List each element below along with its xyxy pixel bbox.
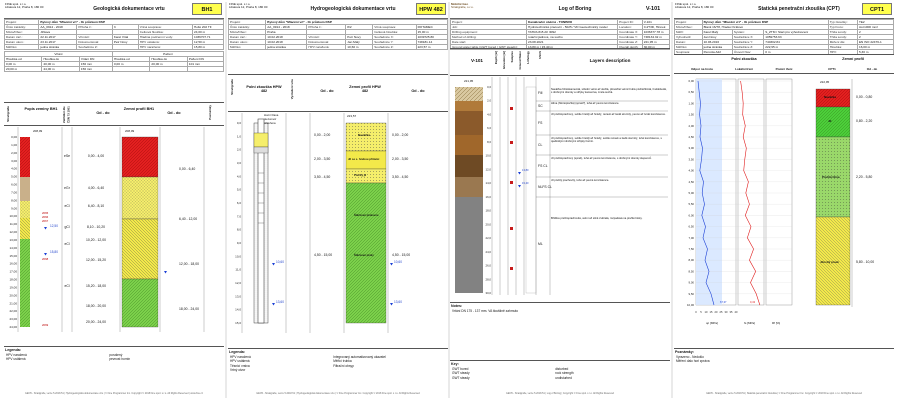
rf-panel xyxy=(766,79,792,305)
project-info-table: Projekt: Bytový dům "Mlacění vrt" - IG průzkum DSP Typ zkoušky: TE2 Místo/Obec: Blank 16/78, Hradec Králové Typ hrotu: Acc1000 mm² Měřil: Karel Malý Systém: S_ZTM / Start pro vyhodnocení Třída sondy: 2 Vyhodnotil: Jan Novy Souřadnice X: 1059753.63 Třída sondy: 2 Datum: 10.06.2016 Souřadnice Y: 740302.84 Měření dle: EN ISO 22476-1 Měřítko: jedna stránka Souřadnice Z: 222,95 m Hloubka: 16,00 m Souprava: Pencola A22 Úroveň hlav: 0 m HPV: 5,30 m xyxy=(674,18,894,55)
water-level-label: 12,50 xyxy=(50,224,58,228)
notes: Poznámky: Vyrazeno - Nedošlo Měření dalo hori zpráva xyxy=(674,348,894,364)
depth-tick-label: 1,0 xyxy=(236,134,241,139)
depth-tick-label: 18,00 xyxy=(9,277,17,282)
layer-description: Jíl písčitý prachovitý, tuhé až pevné konzistence. xyxy=(551,179,610,182)
depth-tick-label: 6,50 xyxy=(688,224,694,229)
company-address: FINE spol. s r.o. Libalova 12, Praha 8, 180 00 xyxy=(5,2,44,10)
depth-tick-label: 28,0 xyxy=(485,277,491,282)
soil-class-label: eSe xyxy=(63,154,71,158)
qc-axis-tick: 25 xyxy=(719,311,723,314)
layer-description: Jíl písčitoprachový, světle hnědý až hnědý, rezavě až šedě skvrnitý, pevné až tvrdé konzistence. xyxy=(551,113,666,116)
lithology-layer xyxy=(455,87,483,101)
report-page-v101 xyxy=(450,2,670,396)
interval-label: 20,00 - 24,00 xyxy=(86,320,106,324)
notes: Notes: Vrtání DN 175 - 137 mm. VA tlouštině zahrnuto xyxy=(450,302,670,318)
depth-tick-label: 16,00 xyxy=(9,261,17,266)
depth-tick-label: 3,50 xyxy=(688,157,694,162)
depth-tick-label: 18,0 xyxy=(485,208,491,213)
footer-copyright: GEO5 - Stratigrafie, verze 5.2018.51 | Hydrogeologická dokumentace vrtu | © Fine Programmer Inc. Copyright © 2018 Fine spol. s r.o. All Rights Reserved | www.fine.cz xyxy=(25,392,203,395)
depth-tick-label: 13,00 xyxy=(9,237,17,242)
borehole-badge: V-101 xyxy=(638,3,668,15)
soil-class-label: eCl xyxy=(64,242,70,246)
lithology-layer xyxy=(455,101,483,111)
depth-tick-label: 12,0 xyxy=(235,281,241,285)
footer-copyright: GEO5 - Stratigrafie, verze 5.2018.51 | Hydrogeologická dokumentace vrtu | © Fine Programmer Inc. Copyright © 2018 Fine spol. s r.o. All Rights Reserved xyxy=(256,392,420,395)
soil-layer xyxy=(20,218,30,239)
depth-tick-label: 2,0 xyxy=(236,147,241,152)
depth-tick-label: 2,0 xyxy=(487,98,491,103)
depth-tick-label: 15,0 xyxy=(235,321,241,325)
depth-tick-label: 26,0 xyxy=(485,263,491,268)
layer-description: Jíl písčitoprachový, světle hnědý až hnědý, světle rezavě a šedě skvrnitý, tuhé konzistence, s ojedinělými drobnými střípky hornin. xyxy=(551,137,662,144)
depth-tick-label: 14,00 xyxy=(9,245,17,250)
column-headers: V-101 Depth [m] Elevation [m] Samples Ground Water Lithology USCS Layers description xyxy=(450,48,670,76)
page-header xyxy=(674,2,894,18)
profile-layer xyxy=(346,123,386,151)
casing-note: Horní hlava piezometr uzavřena xyxy=(264,113,279,125)
soil-layer xyxy=(20,201,30,218)
qc-axis-tick: 40 xyxy=(734,311,738,314)
depth-tick-label: 6,0 xyxy=(236,201,241,205)
page-title: Geologická dokumentace vrtu xyxy=(93,6,165,12)
borehole-badge: BH1 xyxy=(192,3,222,15)
depth-tick-label: 30,0 xyxy=(485,291,491,295)
lithology-layer xyxy=(455,155,483,177)
ground-level-label: 208,09 xyxy=(33,129,43,133)
depth-tick-label: 1,50 xyxy=(688,112,694,117)
fs-panel xyxy=(738,79,764,305)
depth-tick-label: 0,0 xyxy=(487,85,491,89)
depth-tick-label: 8,00 xyxy=(688,258,694,263)
depth-tick-label: 2,00 xyxy=(11,150,17,155)
borehole-badge: HPW 482 xyxy=(416,3,446,15)
depth-tick-label: 4,0 xyxy=(487,112,491,117)
depth-tick-label: 6,00 xyxy=(11,182,17,187)
interval-label: 8,10 - 10,20 xyxy=(86,225,106,229)
depth-tick-label: 24,00 xyxy=(9,325,17,329)
depth-tick-label: 4,00 xyxy=(688,168,694,173)
depth-tick-label: 12,00 xyxy=(9,230,17,234)
lithology-layer xyxy=(455,111,483,135)
company-address: FINE spol. s r.o. Libalova 12, Praha 8, 180 00 xyxy=(675,2,714,10)
depth-tick-label: 9,0 xyxy=(236,241,241,245)
depth-tick-label: 5,00 xyxy=(688,191,694,195)
page-header xyxy=(4,2,224,18)
legend: Legenda: HPV naražená porušený HPV ustálená pevnost hornin xyxy=(4,346,224,362)
depth-tick-label: 3,0 xyxy=(236,161,241,165)
depth-tick-label: 8,50 xyxy=(688,269,694,274)
company-logo: Mobilní Geo Stratigrafie, s.r.o. xyxy=(451,2,474,10)
layer-description: Hlína (hlinitopísčitá) (spraš?), tuhá až pevné konzistence. xyxy=(551,102,620,105)
depth-tick-label: 16,0 xyxy=(485,194,491,199)
legend: Legenda: HPV naražená Integrovaný automatizovaný ukazatel HPV ustálená Měřicí trubka Těsnicí vrstva Filtrační obsyp Vrtný otvor xyxy=(228,348,448,373)
page-title: Log of Boring xyxy=(558,6,592,12)
report-page-cpt1 xyxy=(674,2,894,396)
depth-tick-label: 24,0 xyxy=(485,249,491,254)
depth-tick-label: 11,0 xyxy=(235,267,241,272)
qc-axis-tick: 35 xyxy=(729,311,733,314)
layer-description: Jíl písčitoprachový (spraš), tuhé až pevné konzistence, s drobnými úlomky slepenců. xyxy=(551,157,652,160)
depth-tick-label: 14,0 xyxy=(485,181,491,186)
water-level-label: 15,80 xyxy=(50,250,58,254)
depth-tick-label: 12,0 xyxy=(485,167,491,172)
depth-tick-label: 8,00 xyxy=(11,198,17,203)
profile-layer xyxy=(122,279,158,327)
depth-tick-label: 15,00 xyxy=(9,253,17,258)
depth-tick-label: 9,00 xyxy=(688,280,694,285)
interval-label: 6,40 - 8,10 xyxy=(87,204,105,208)
interval-label: 0,00 - 4,00 xyxy=(87,154,105,158)
depth-tick-label: 5,00 xyxy=(11,174,17,179)
depth-tick-label: 0,50 xyxy=(688,90,694,95)
depth-tick-label: 2,00 xyxy=(688,123,694,128)
page-header xyxy=(450,2,670,18)
depth-tick-label: 6,00 xyxy=(688,213,694,218)
depth-tick-label: 8,0 xyxy=(236,227,241,232)
qc-axis-tick: 20 xyxy=(714,311,718,314)
depth-tick-label: 7,00 xyxy=(688,235,694,240)
interval-label: 15,20 - 18,00 xyxy=(86,284,106,288)
depth-tick-label: 20,00 xyxy=(9,293,17,298)
depth-tick-label: 0,00 xyxy=(11,135,17,139)
borehole-log-plot: 0,00 1,00 2,00 3,00 4,00 5,00 6,00 7,00 8,00 9,00 10,00 11,00 12,00 13,00 14,00 15,00 16,00 17,00 18,00 19,00 20,00 21,00 22,00 23,00 24,00 eSe eGr eCl gCl eCl eCl 0,00 - 4,00 4,00 - 6,40 6,40 - 8,10 8,10 - 10,20 10,20 - 12,00 12,00 - 15,20 15,20 - 18,00 18,00 - 20,00 20,00 - 24,00 12,50 15,80 208,09 208,09 2065 2066 2067 2068 2069 0,00 - 6,40 6,40 - 12,00 12,00 - 18,00 18,00 - 24,00 xyxy=(9,129,199,329)
depth-tick-label: 3,00 xyxy=(688,146,694,151)
lithology-layer xyxy=(455,197,483,293)
legend-key: Key: GWT bored disturbed GWT steady rock strength GWT steady undisturbed xyxy=(450,360,670,380)
depth-tick-label: 21,00 xyxy=(9,301,17,306)
column-headers: Stratigrafie Popis zeminy BH1 Zatřídění dle ČSN 73 1001 Od - do Zemní profil BH1 Od - do Poznámky xyxy=(4,102,224,126)
profile-layer xyxy=(122,219,158,279)
depth-tick-label: 17,00 xyxy=(9,269,17,274)
footer-copyright: GEO5 - Stratigrafie, verze 5.2018.51 | Log of Boring | Copyright © Fine spol. s r.o. All Rights Reserved xyxy=(506,392,614,395)
depth-tick-label: 5,50 xyxy=(688,202,694,207)
profile-layer xyxy=(816,107,850,137)
depth-tick-label: 6,0 xyxy=(487,126,491,131)
depth-tick-label: 5,0 xyxy=(236,187,241,192)
depth-tick-label: 9,00 xyxy=(11,206,17,211)
soil-class-label: eCl xyxy=(64,284,70,288)
depth-tick-label: 7,0 xyxy=(236,214,241,219)
qc-axis-tick: 30 xyxy=(724,311,728,314)
qc-axis-tick: 0 xyxy=(695,311,697,314)
soil-layer xyxy=(20,137,30,177)
project-info-table: Projekt: Bytový dům "Mlacění vrt" - IG průzkum DSP Číslo zakázky: AA_0914 - 2018 Příloha č.: 8/2 Vrtná souprava: ROTAMEC Místo/Obec: Praha Celková hloubka: 15,00 m Datum zač.: 10.02.2018 Vrtmistr: Petr Novy Souřadnice X: 1039725.80 Datum ukon.: 10.02.2018 Dokumentoval: Jan Malý Souřadnice Y: 748181.14 Měřítko: jedna stránka HPV naražená: 10,60 m Souřadnice Z: 223,57 m xyxy=(228,18,448,50)
depth-tick-label: 1,00 xyxy=(11,142,17,147)
depth-tick-label: 4,0 xyxy=(236,174,241,179)
depth-tick-label: 14,0 xyxy=(235,307,241,312)
depth-tick-label: 11,00 xyxy=(9,222,17,227)
depth-tick-label: 4,00 xyxy=(11,166,17,171)
interval-label: 10,20 - 12,00 xyxy=(86,238,106,242)
column-headers: Stratigrafie Polní zkouška HPW 482 Vyztužení vrtu Od - do Zemní profil HPW 482 Od - do xyxy=(228,74,448,112)
depth-tick-label: 3,00 xyxy=(11,158,17,163)
qc-axis-tick: 15 xyxy=(709,311,713,314)
report-page-bh1 xyxy=(4,2,224,396)
interval-label: 18,00 - 20,00 xyxy=(86,304,106,308)
soil-class-label: gCl xyxy=(64,225,70,229)
profile-layer xyxy=(122,177,158,219)
depth-tick-label: 7,00 xyxy=(11,190,17,195)
depth-tick-label: 2,50 xyxy=(688,135,694,139)
depth-tick-label: 1,00 xyxy=(688,101,694,106)
profile-layer xyxy=(122,137,158,177)
soil-class-label: eGr xyxy=(64,186,70,190)
project-info-table: Projekt: Bytový dům "Mlacění vrt" - IG průzkum DSP Číslo zakázky: AA_0914 - 2018 Příloha č.: 3 Vrtná souprava: Hollé 202 TF Místo/Obec: Jihlava Celková hloubka: 24,00 m Datum zač.: 22.11.2017 Vrtmistr: Karel Vrtal Hladina podzemní vody: 1036707.71 Datum ukon.: 23.11.2017 Dokumentoval: Petr Novy HPV ustálená: 12,50 m Měřítko: jedna stránka Souřadnice Z: HPV naražená: 15,80 m Vrtání Pažení Hloubka od Hloubka do Vrtání DN Hloubka od Hloubka do Pažení DN 0,00 m 20,00 m 156 mm 0,00 m 20,00 m 101 mm 20,00 m 24,00 m 156 mm xyxy=(4,18,224,72)
depth-tick-label: 13,0 xyxy=(235,294,241,299)
boring-log-plot: 0,0 2,0 4,0 6,0 8,0 10,0 12,0 14,0 16,0 18,0 20,0 22,0 24,0 26,0 28,0 30,0 221,95 Fill SC FS CL FS CL NLFS CL ML Navážka hlinitokamenitá, střední velmi až ulehlá, převážně velmi hrubá písčitohlinitá, hnědošedá, s drobnými úlomky a střípky kameniva, zcela suchá. Hlína (hlinitopísčitá) (spraš?), tuhá až pevné konzistence. Jíl písčitoprachový, světle hnědý až hnědý, rezavě až šedě skvrnitý, pevné až tvrdé konzistence. Jíl písčitoprachový, světle hnědý až hnědý, světle rezavě a šedě skvrnitý, tuhé konzistence, s ojedinělými drobnými střípky hornin. Jíl písčitoprachový (spraš), tuhé až pevné konzistence, s drobnými úlomky slepenců. Jíl písčitý prachovitý, tuhé až pevné konzistence. Břidlice písčitoprachovitá, velmi až silně zvětralá, rozpadavá na písčité bloky. 13,80 15,40 xyxy=(450,77,670,297)
depth-tick-label: 10,0 xyxy=(485,153,491,158)
depth-tick-label: 23,00 xyxy=(9,317,17,322)
page-header xyxy=(228,2,448,18)
cpt-plot: 0,00 0,50 1,00 1,50 2,00 2,50 3,00 3,50 4,00 4,50 5,00 5,50 6,00 6,50 7,00 7,50 8,00 8,50 9,00 9,50 10,00 0 5 10 15 20 25 30 35 40 222,95 Navážka Jíl Písčitá hlína Jílovitý písek 0,00 - 0,80 0,80 - 2,20 2,20 - 5,80 5,80 - 10,00 67,37 0,43 qc [MPa] fs [MPa] Rf [%] xyxy=(687,79,875,325)
page-title: Statická penetrační zkouška (CPT) xyxy=(758,6,840,12)
depth-tick-label: 4,50 xyxy=(688,179,694,184)
column-headers: Polní zkouška Zemní profil Odpor na hrotu Lokální tření Poměr tření CPT1 Od - do xyxy=(674,54,894,74)
depth-tick-label: 20,0 xyxy=(485,222,491,227)
soil-layer xyxy=(20,177,30,201)
interval-label: 12,00 - 15,20 xyxy=(86,258,106,262)
depth-tick-label: 19,00 xyxy=(9,285,17,290)
depth-tick-label: 22,0 xyxy=(485,236,491,241)
footer-copyright: GEO5 - Stratigrafie, verze 5.2018.51 | Statická penetrační zkouška | © Fine Programmer Inc. Copyright © 2018 Fine spol. s r.o. All Rights Reserved xyxy=(706,392,862,395)
qc-axis-tick: 10 xyxy=(704,311,708,314)
depth-tick-label: 0,00 xyxy=(688,79,694,83)
cpt-badge: CPT1 xyxy=(862,3,892,15)
layer-description: Břidlice písčitoprachovitá, velmi až silně zvětralá, rozpadavá na písčité bloky. xyxy=(551,217,643,220)
piezometer-plot: 0,0 1,0 2,0 3,0 4,0 5,0 6,0 7,0 8,0 9,0 10,0 11,0 12,0 13,0 14,0 15,0 Horní hlava piezometr uzavřena 223,57 0,00 - 2,00 2,00 - 3,50 3,50 - 4,50 4,50 - 15,00 Navážka Jíl se s. hrubou příměsí Písčitý jíl Štěrkové pískovce Štěrkové písky 0,00 - 2,00 2,00 - 3,50 3,50 - 4,50 4,50 - 15,00 10,60 13,60 10,60 13,60 xyxy=(235,113,411,325)
project-info-table: Project: Kanalizační sběrná - TONBRO Project ID: V-101 Job: Hydrotechnické pracovní - 5025 / VD Geotechnický model Location: CJ/73D, Hinnek Drilling equipment: TATRA 815 AV 3092 Coordinate X: 1036377.78 m Method of drilling: rotační jádrové, na sucho Coordinate Y: 748134.32 m Date start: 23.08.2021 Coordinate Z: 221,95 m Ground water table (GWT bored / GWT steady): 13,80 m / 15,40 m Overall depth: 30,00 m xyxy=(450,18,670,50)
depth-tick-label: 9,50 xyxy=(688,291,694,296)
layer-description: Navážka hlinitokamenitá, střední velmi až ulehlá, převážně velmi hrubá písčitohlinitá, hnědošedá, s drobnými úlomky a střípky kameniva, zcela suchá. xyxy=(551,88,667,95)
soil-class-label: eCl xyxy=(64,204,70,208)
page-title: Hydrogeologická dokumentace vrtu xyxy=(310,6,396,12)
report-page-hpw482 xyxy=(228,2,448,396)
lithology-layer xyxy=(455,135,483,155)
depth-tick-label: 0,0 xyxy=(236,121,241,125)
lithology-layer xyxy=(455,177,483,197)
soil-layer xyxy=(20,239,30,327)
ground-level-label: 208,09 xyxy=(125,129,135,133)
depth-tick-label: 22,00 xyxy=(9,309,17,314)
interval-label: 4,00 - 6,40 xyxy=(87,186,105,190)
depth-tick-label: 8,0 xyxy=(487,139,491,144)
qc-axis-tick: 5 xyxy=(700,311,702,314)
depth-tick-label: 10,00 xyxy=(9,214,17,219)
depth-tick-label: 10,0 xyxy=(235,254,241,259)
depth-tick-label: 10,00 xyxy=(687,303,694,307)
depth-tick-label: 7,50 xyxy=(688,247,694,251)
company-address: FINE spol. s r.o. Libalova 12, Praha 8, 180 00 xyxy=(229,2,268,10)
